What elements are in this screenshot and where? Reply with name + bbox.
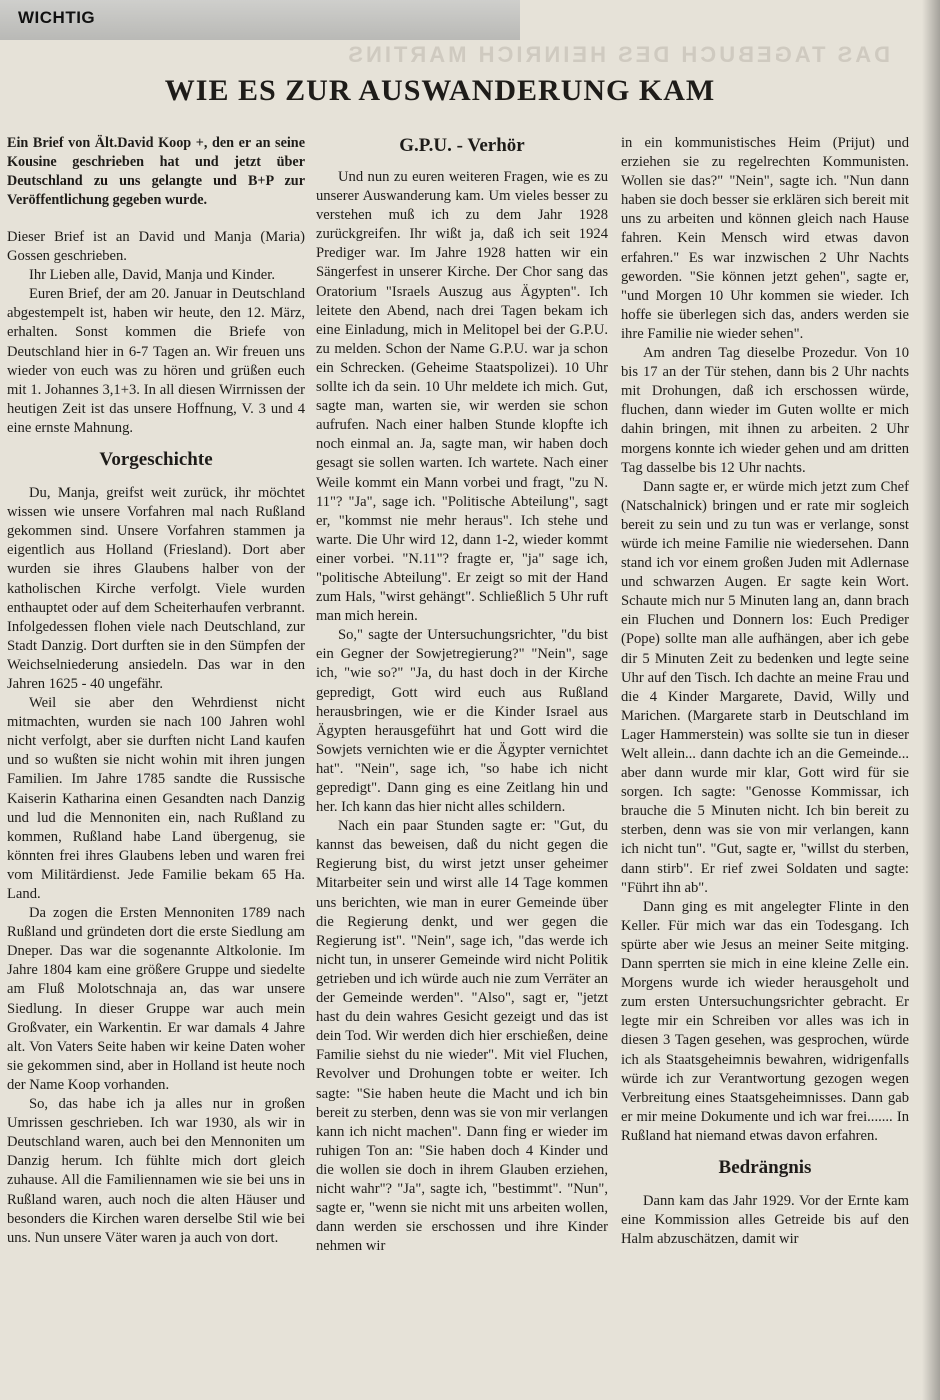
column-3 [621,134,909,1394]
section-heading-gpu-verhoer: G.P.U. - Verhör [399,135,525,156]
paragraph: So," sagte der Untersuchungsrichter, "du bist ein Gegner der Sowjetregierung?" "Nein", sage ich, "wie so?" "Ja, du hast doch in der Kirche gepredigt, Gott wird euch aus Rußland herausbringen, wie er die Kinder Israel aus Ägypten herausgeführt hat und Gott wird die Sowjets vernichten wie er die Ägypter vernichtet hat". "Nein", sage ich, "so habe ich nicht gepredigt". Dann ging es eine Zeitlang hin und her. Ich kann das hier nicht alles schildern. [316,627,608,816]
paragraph: Am andren Tag dieselbe Prozedur. Von 10 bis 17 an der Tür stehen, dann bis 2 Uhr nachts mit Drohungen, daß ich erschossen würde, fluchen, dann wieder im Guten wollte er mich dahin bringen, mit ihnen zu arbeiten. 2 Uhr morgens konnte ich wieder gehen und am dritten Tag dasselbe bis 12 Uhr nachts. [621,345,909,476]
paragraph: Dann ging es mit angelegter Flinte in den Keller. Für mich war das ein Todesgang. Ich spürte aber wie Jesus an meiner Seite mitging. Dann sperrten sie mich in eine kleine Zelle ein. Morgens wurde ich wieder herausgeholt und zum ersten Untersuchungsrichter gebracht. Er legte mir ein Schreiben vor alles was ich in diesen 3 Tagen gesehen, was gesprochen, würde ich als Staatsgeheimnis bewahren, widrigenfalls würde ich zur Verantwortung gezogen wegen Verbreitung eines Staatsgeheimnisses. Dann gab er mir meine Dokumente und ich war frei....... In Rußland hat niemand etwas davon erfahren. [621,898,909,1144]
paragraph: Ihr Lieben alle, David, Manja und Kinder. [29,267,275,284]
section-heading-bedraengnis: Bedrängnis [718,1156,812,1178]
paragraph: Euren Brief, der am 20. Januar in Deutschland abgestempelt ist, haben wir heute, den 12. März, erhalten. Sonst kommen die Briefe von Deutschland hier in 6-7 Tagen an. Wir freuen uns wieder von euch was zu hören und grüßen euch mit 1. Johannes 3,1+3. In all diesen Wirrnissen der heutigen Zeit ist das unsere Hoffnung, V. 3 und 4 eine ernste Mahnung. [7,286,305,436]
paragraph: Du, Manja, greifst weit zurück, ihr möchtet wissen wie unsere Vorfahren mal nach Rußland gekommen sind. Unsere Vorfahren stammen ja eigentlich aus Holland (Friesland). Dort aber wurden sie ihres Glaubens halber von der katholischen Kirche verfolgt. Viele wurden enthauptet oder auf dem Scheiterhaufen verbrannt. Infolgedessen flohen viele nach Deutschland, zur Stadt Danzig. Dort durften sie in den Sümpfen der Weichselniederung ansiedeln. Das war in den Jahren 1625 - 40 ungefähr. [7,485,305,692]
paragraph: Da zogen die Ersten Mennoniten 1789 nach Rußland und gründeten dort die erste Siedlung am Dneper. Das war die sogenannte Altkolonie. Im Jahre 1804 kam eine größere Gruppe und siedelte am Fluß Molotschnaja an, das war unsere Siedlung. In dieser Gruppe war auch mein Großvater, ein Warkentin. Er war damals 4 Jahre alt. Von Vaters Seite haben wir keine Daten woher sie gekommen sind, aber in Holland ist heute noch der Name Koop vorhanden. [7,905,305,1093]
paragraph: Und nun zu euren weiteren Fragen, wie es zu unserer Auswanderung kam. Um vieles besser zu verstehen muß ich zu dem Jahr 1928 zurückgreifen. Ihr wißt ja, daß ich seit 1924 Prediger war. Im Jahre 1928 hatten wir ein Sängerfest in unserer Kirche. Der Chor sang das Oratorium "Israels Auszug aus Ägypten". Ich leitete den Abend, nach drei Tagen bekam ich eine Einladung, mich in Melitopel bei der G.P.U. zu melden. Schon der Name G.P.U. war ja schon ein Schrecken. (Geheime Staatspolizei). 10 Uhr sollte ich da sein. 10 Uhr meldete ich mich. Gut, sagte man, warten sie, wir werden sie schon aufrufen. Nach einer halben Stunde klopfte ich noch einmal an. Ja, sagte man, wir haben doch gesagt sie sollen warten. Ich wartete. Nach einer Weile kommt ein Mann vorbei und fragt, "zu N. 11"? "Ja", sage ich. "Politische Abteilung", sagt er, "kommst nie mehr heraus". Ich stehe und warte. Die Uhr wird 12, dann 1-2, wieder kommt einer vorbei. "N.11"? fragte er, "ja" sage ich, "politische Abteilung". Er zeigt so mit der Hand zum Hals, "wirst gehängt". Schließlich 5 Uhr ruft man mich herein. [316,169,608,625]
article-lead: Ein Brief von Ält.David Koop +, den er an seine Kousine geschrieben hat und jetzt über Deutschland zu uns gelangte und B+P zur Veröffentlichung gegeben wurde. [7,135,305,208]
paragraph: So, das habe ich ja alles nur in großen Umrissen geschrieben. Ich war 1930, als wir in Deutschland waren, auch bei den Mennoniten um Danzig herum. Ich fühlte mich dort gleich zuhause. All die Familiennamen wie sie bei uns in Rußland waren, auch noch die alten Häuser und besonders die Kirchen waren derselbe Stil wie bei uns. Nun unsere Väter waren ja auch von dort. [7,1096,305,1246]
paragraph: Dieser Brief ist an David und Manja (Maria) Gossen geschrieben. [7,229,305,265]
mirrored-ghost-heading: DAS TAGEBUCH DES HEINRICH MARTINS [345,42,890,67]
page-edge-shadow [922,0,940,1400]
paragraph: Nach ein paar Stunden sagte er: "Gut, du kannst das beweisen, daß du nicht gegen die Regierung bist, du wirst jetzt unser geheimer Mitarbeiter sein und wirst alle 14 Tage kommen uns berichten, wie man in eurer Gemeinde über die Regierung denkt, und wer gegen die Regierung ist". "Nein", sage ich, "das werde ich nicht tun, in unserer Gemeinde wird nicht Politik getrieben und ich würde auch nie zum Verräter an der Gemeinde werden". "Also", sagt er, "jetzt hast du dein wahres Gesicht gezeigt und das ist dein Tod. Wir werden dich hier erschießen, deine Familie siehst du nie wieder". Mit viel Fluchen, Revolver und Drohungen tobte er weiter. Ich sagte: "Sie haben heute die Macht und ich bin bereit zu sterben, denn was sie von mir verlangen kann ich nicht machen". Dann fing er wieder im ruhigen Ton an: "Sie haben doch 4 Kinder und die wollen sie doch in ihrem Glauben erziehen, nicht wahr"? "Ja", sagte ich, "bestimmt". "Nun", sagte er, "wenn sie nicht mit uns arbeiten wollen, dann werden sie erschossen und ihre Kinder nehmen wir [316,818,608,1255]
column-2 [316,134,608,1394]
column-1 [7,134,305,1394]
section-rubric [0,0,520,40]
paragraph: in ein kommunistisches Heim (Prijut) und erziehen sie zu regelrechten Kommunisten. Wollen sie das?" "Nein", sagte ich. "Nun dann haben sie doch besser sie erklären sich bereit mit uns zu arbeiten und können gleich nach Hause fahren. Kein Mensch wird etwas davon erfahren." Es war inzwischen 2 Uhr Nachts geworden. "Sie können jetzt gehen", sagte er, "und Morgen 10 Uhr kommen sie wieder. Ich hoffe sie überlegen sich das, anders werden sie ihre Familie nie wieder sehen". [621,135,909,342]
paragraph: Dann kam das Jahr 1929. Vor der Ernte kam eine Kommission alles Getreide bis auf den Halm abzuschätzen, damit wir [621,1192,909,1248]
paragraph: Weil sie aber den Wehrdienst nicht mitmachten, wurden sie nach 100 Jahren wohl nicht verfolgt, aber sie durften nicht Land kaufen und so wußten sie nicht wohin mit ihren jungen Familien. Im Jahre 1785 sandte die Russische Kaiserin Katharina einen Gesandten nach Danzig und lud die Mennoniten ein, nach Rußland zu kommen, Rußland habe Land übergenug, sie könnten frei ihres Glaubens leben und waren frei vom Militärdienst. Jede Familie bekam 65 Ha. Land. [7,695,305,902]
section-heading-vorgeschichte: Vorgeschichte [99,449,213,471]
paragraph: Dann sagte er, er würde mich jetzt zum Chef (Natschalnick) bringen und er rate mir sogleich bereit zu sein und zu tun was er verlange, sonst würde ich meine Familie nie wiedersehen. Dann stand ich vor einem großen Juden mit Adlernase und schwarzen Augen. Er sagte kein Wort. Schaute mich nur 5 Minuten lang an, dann brach ein Fluchen und Donnern los: Euch Prediger (Pope) sollte man alle aufhängen, aber ich gebe dir 5 Minuten Zeit zu bedenken und legte seine Uhr auf den Tisch. Ich dachte an meine Frau und die 4 Kinder Margarete, David, Willy und Marichen. (Margarete starb in Deutschland im Lager Hammerstein) was sollte sie tun in dieser Welt allein... dann dachte ich an die Gemeinde... aber dann wurde mir klar, Gott wird für sie sorgen. Ich sagte: "Genosse Kommissar, ich brauche die 5 Minuten nicht. Ich bin bereit zu sterben, denn was sie von mir verlangen, kann ich nicht tun". "Gut, sagte er, "willst du sterben, dann stirb". Er rief zwei Soldaten und sagte: "Führt ihn ab". [621,478,909,896]
article-title: WIE ES ZUR AUSWANDERUNG KAM [164,74,716,107]
rubric-label: WICHTIG [18,8,96,27]
